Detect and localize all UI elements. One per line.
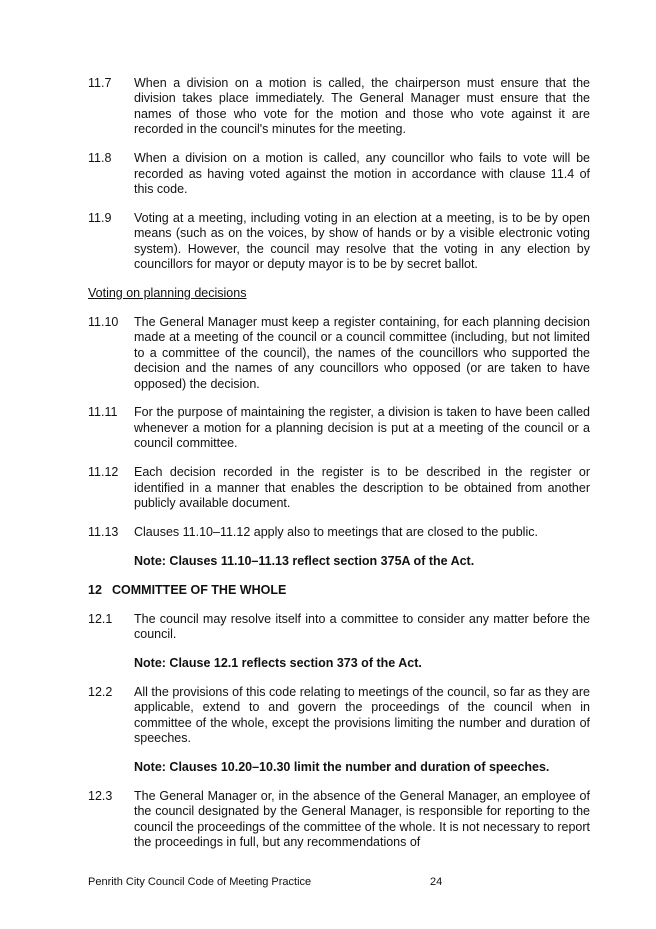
clause-11-9 — [88, 211, 590, 273]
clause-11-13 — [88, 525, 590, 540]
page-number: 24 — [430, 876, 443, 888]
clause-text: The General Manager or, in the absence of the General Manager, an employee of the council designated by the General Manager, is responsible for reporting to the council the proceedings of the committee of the whole. It is not necessary to report the proceedings in full, but any recommendations of — [134, 788, 590, 850]
footer-title: Penrith City Council Code of Meeting Practice — [88, 876, 312, 888]
clause-11-8 — [88, 151, 590, 197]
section-heading — [88, 583, 590, 598]
clause-11-12 — [88, 465, 590, 511]
clause-11-7 — [88, 76, 590, 138]
clause-number: 12.3 — [88, 788, 113, 803]
note-speeches: Note: Clauses 10.20–10.30 limit the number and duration of speeches. — [134, 759, 550, 774]
clause-number: 11.8 — [88, 151, 112, 166]
clause-number: 11.13 — [88, 524, 119, 539]
clause-number: 12.1 — [88, 611, 113, 626]
subheading-voting-planning: Voting on planning decisions — [88, 285, 247, 300]
clause-text: The council may resolve itself into a committee to consider any matter before the council. — [134, 611, 590, 641]
clause-number: 11.7 — [88, 76, 112, 90]
clause-number: 11.12 — [88, 465, 119, 480]
note-375a: Note: Clauses 11.10–11.13 reflect section 375A of the Act. — [134, 553, 475, 568]
clause-text: When a division on a motion is called, the chairperson must ensure that the division takes place immediately. The General Manager must ensure that the names of those who vote for the motion and those who vote against it are recorded in the council's minutes for the meeting. — [134, 76, 590, 137]
clause-text: Clauses 11.10–11.12 apply also to meetings that are closed to the public. — [134, 524, 538, 539]
clause-12-3 — [88, 789, 590, 851]
section-title: COMMITTEE OF THE WHOLE — [112, 582, 287, 597]
clause-11-10 — [88, 315, 590, 392]
clause-12-1 — [88, 612, 590, 643]
page-content — [88, 76, 590, 864]
clause-number: 11.11 — [88, 405, 118, 420]
clause-text: All the provisions of this code relating to meetings of the council, so far as they are applicable, extend to and govern the proceedings of the council when in committee of the whole, except the provisions limiting the number and duration of speeches. — [134, 684, 590, 745]
clause-text: Voting at a meeting, including voting in an election at a meeting, is to be by open means (such as on the voices, by show of hands or by a visible electronic voting system). However, the council may resolve that the voting in any election by councillors for mayor or deputy mayor is to be by secret ballot. — [134, 210, 590, 272]
clause-text: For the purpose of maintaining the register, a division is taken to have been called whenever a motion for a planning decision is put at a meeting of the council or a council committee. — [134, 405, 590, 451]
clause-text: The General Manager must keep a register containing, for each planning decision made at a meeting of the council or a council committee (including, but not limited to a committee of the council), the names of the councillors who supported the decision and the names of any councillors who opposed (or are taken to have opposed) the decision. — [134, 314, 590, 391]
clause-number: 12.2 — [88, 684, 113, 699]
clause-text: Each decision recorded in the register is to be described in the register or identified in a manner that enables the description to be obtained from another publicly available document. — [134, 465, 590, 510]
clause-12-2 — [88, 685, 590, 747]
note-373: Note: Clause 12.1 reflects section 373 of the Act. — [134, 655, 422, 670]
clause-text: When a division on a motion is called, any councillor who fails to vote will be recorded as having voted against the motion in accordance with clause 11.4 of this code. — [134, 151, 590, 196]
clause-number: 11.10 — [88, 314, 119, 329]
section-number: 12 — [88, 582, 102, 597]
clause-number: 11.9 — [88, 210, 112, 225]
clause-11-11 — [88, 405, 590, 451]
